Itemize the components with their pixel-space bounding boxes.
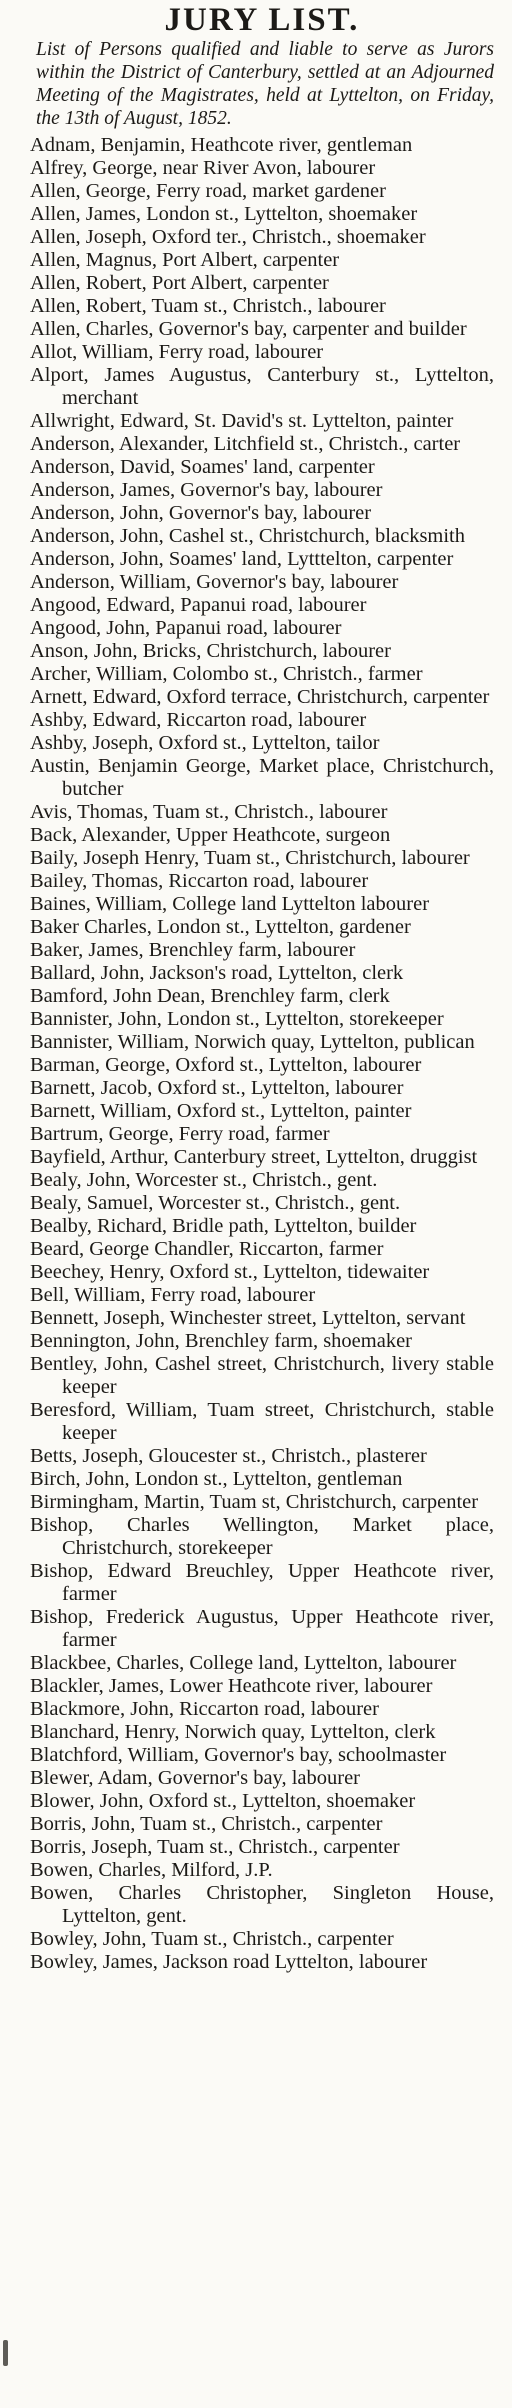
list-item: Bell, William, Ferry road, labourer (30, 1284, 316, 1306)
list-item: Baily, Joseph Henry, Tuam st., Christchurch, labourer (30, 847, 470, 869)
list-item: Beard, George Chandler, Riccarton, farmer (30, 1238, 384, 1260)
list-item: Avis, Thomas, Tuam st., Christch., labourer (30, 801, 388, 823)
list-item: Baker Charles, London st., Lyttelton, gardener (30, 916, 411, 938)
list-item: Bowen, Charles, Milford, J.P. (30, 1859, 273, 1881)
list-item: Anderson, John, Cashel st., Christchurch, blacksmith (30, 525, 466, 547)
list-item: Beresford, William, Tuam street, Christchurch, stable keeper (30, 1399, 494, 1444)
list-item: Allot, William, Ferry road, labourer (30, 341, 324, 363)
list-item: Blackbee, Charles, College land, Lyttelton, labourer (30, 1652, 457, 1674)
list-item: Blewer, Adam, Governor's bay, labourer (30, 1767, 361, 1789)
list-item: Barnett, William, Oxford st., Lyttelton, painter (30, 1100, 412, 1122)
list-item: Ashby, Edward, Riccarton road, labourer (30, 709, 367, 731)
document-title: JURY LIST. (164, 2, 360, 38)
list-item: Bowley, John, Tuam st., Christch., carpenter (30, 1928, 394, 1950)
list-item: Arnett, Edward, Oxford terrace, Christchurch, carpenter (30, 686, 490, 708)
list-item: Allen, Robert, Tuam st., Christch., labourer (30, 295, 386, 317)
list-item: Adnam, Benjamin, Heathcote river, gentleman (30, 134, 413, 156)
list-item: Beechey, Henry, Oxford st., Lyttelton, tidewaiter (30, 1261, 430, 1283)
juror-list (30, 134, 494, 1974)
list-item: Allen, James, London st., Lyttelton, shoemaker (30, 203, 418, 225)
list-item: Barman, George, Oxford st., Lyttelton, labourer (30, 1054, 422, 1076)
list-item: Anderson, John, Soames' land, Lytttelton, carpenter (30, 548, 454, 570)
list-item: Angood, Edward, Papanui road, labourer (30, 594, 367, 616)
list-item: Allen, Magnus, Port Albert, carpenter (30, 249, 340, 271)
list-item: Bailey, Thomas, Riccarton road, labourer (30, 870, 369, 892)
list-item: Bannister, William, Norwich quay, Lyttelton, publican (30, 1031, 475, 1053)
list-item: Anderson, Alexander, Litchfield st., Christch., carter (30, 433, 461, 455)
list-item: Bealby, Richard, Bridle path, Lyttelton, builder (30, 1215, 417, 1237)
list-item: Archer, William, Colombo st., Christch., farmer (30, 663, 423, 685)
list-item: Bannister, John, London st., Lyttelton, storekeeper (30, 1008, 444, 1030)
list-item: Anderson, David, Soames' land, carpenter (30, 456, 375, 478)
list-item: Baines, William, College land Lyttelton labourer (30, 893, 430, 915)
list-item: Back, Alexander, Upper Heathcote, surgeon (30, 824, 391, 846)
list-item: Allen, Charles, Governor's bay, carpenter and builder (30, 318, 467, 340)
list-item: Allwright, Edward, St. David's st. Lyttelton, painter (30, 410, 454, 432)
list-item: Alfrey, George, near River Avon, labourer (30, 157, 376, 179)
list-item: Blackmore, John, Riccarton road, labourer (30, 1698, 379, 1720)
list-item: Borris, Joseph, Tuam st., Christch., carpenter (30, 1836, 400, 1858)
document-intro: List of Persons qualified and liable to serve as Jurors within the District of Canterbury, settled at an Adjourned Meeting of the Magistrates, held at Lyttelton, on Friday, the 13th of August, 1852. (36, 39, 494, 129)
list-item: Blower, John, Oxford st., Lyttelton, shoemaker (30, 1790, 416, 1812)
list-item: Bishop, Charles Wellington, Market place, Christchurch, storekeeper (30, 1514, 494, 1559)
list-item: Bowen, Charles Christopher, Singleton House, Lyttelton, gent. (30, 1882, 494, 1927)
list-item: Barnett, Jacob, Oxford st., Lyttelton, labourer (30, 1077, 404, 1099)
list-item: Bishop, Edward Breuchley, Upper Heathcote river, farmer (30, 1560, 494, 1605)
list-item: Bennington, John, Brenchley farm, shoemaker (30, 1330, 413, 1352)
list-item: Anson, John, Bricks, Christchurch, labourer (30, 640, 391, 662)
list-item: Bowley, James, Jackson road Lyttelton, labourer (30, 1951, 428, 1973)
list-item: Anderson, William, Governor's bay, labourer (30, 571, 399, 593)
list-item: Alport, James Augustus, Canterbury st., Lyttelton, merchant (30, 364, 494, 409)
list-item: Bamford, John Dean, Brenchley farm, clerk (30, 985, 390, 1007)
list-item: Birch, John, London st., Lyttelton, gentleman (30, 1468, 403, 1490)
list-item: Anderson, James, Governor's bay, labourer (30, 479, 383, 501)
list-item: Birmingham, Martin, Tuam st, Christchurch, carpenter (30, 1491, 479, 1513)
list-item: Betts, Joseph, Gloucester st., Christch., plasterer (30, 1445, 427, 1467)
list-item: Bennett, Joseph, Winchester street, Lyttelton, servant (30, 1307, 466, 1329)
list-item: Allen, Robert, Port Albert, carpenter (30, 272, 329, 294)
list-item: Ashby, Joseph, Oxford st., Lyttelton, tailor (30, 732, 380, 754)
list-item: Bentley, John, Cashel street, Christchurch, livery stable keeper (30, 1353, 494, 1398)
list-item: Austin, Benjamin George, Market place, Christchurch, butcher (30, 755, 494, 800)
list-item: Bealy, Samuel, Worcester st., Christch., gent. (30, 1192, 401, 1214)
list-item: Bartrum, George, Ferry road, farmer (30, 1123, 330, 1145)
list-item: Blackler, James, Lower Heathcote river, labourer (30, 1675, 433, 1697)
list-item: Ballard, John, Jackson's road, Lyttelton, clerk (30, 962, 404, 984)
page-edge-mark (3, 2340, 8, 2366)
list-item: Bealy, John, Worcester st., Christch., gent. (30, 1169, 378, 1191)
list-item: Baker, James, Brenchley farm, labourer (30, 939, 356, 961)
list-item: Bishop, Frederick Augustus, Upper Heathcote river, farmer (30, 1606, 494, 1651)
list-item: Allen, Joseph, Oxford ter., Christch., shoemaker (30, 226, 426, 248)
list-item: Blatchford, William, Governor's bay, schoolmaster (30, 1744, 447, 1766)
list-item: Anderson, John, Governor's bay, labourer (30, 502, 372, 524)
list-item: Blanchard, Henry, Norwich quay, Lyttelton, clerk (30, 1721, 436, 1743)
list-item: Bayfield, Arthur, Canterbury street, Lyttelton, druggist (30, 1146, 478, 1168)
list-item: Borris, John, Tuam st., Christch., carpenter (30, 1813, 383, 1835)
list-item: Allen, George, Ferry road, market gardener (30, 180, 386, 202)
list-item: Angood, John, Papanui road, labourer (30, 617, 342, 639)
